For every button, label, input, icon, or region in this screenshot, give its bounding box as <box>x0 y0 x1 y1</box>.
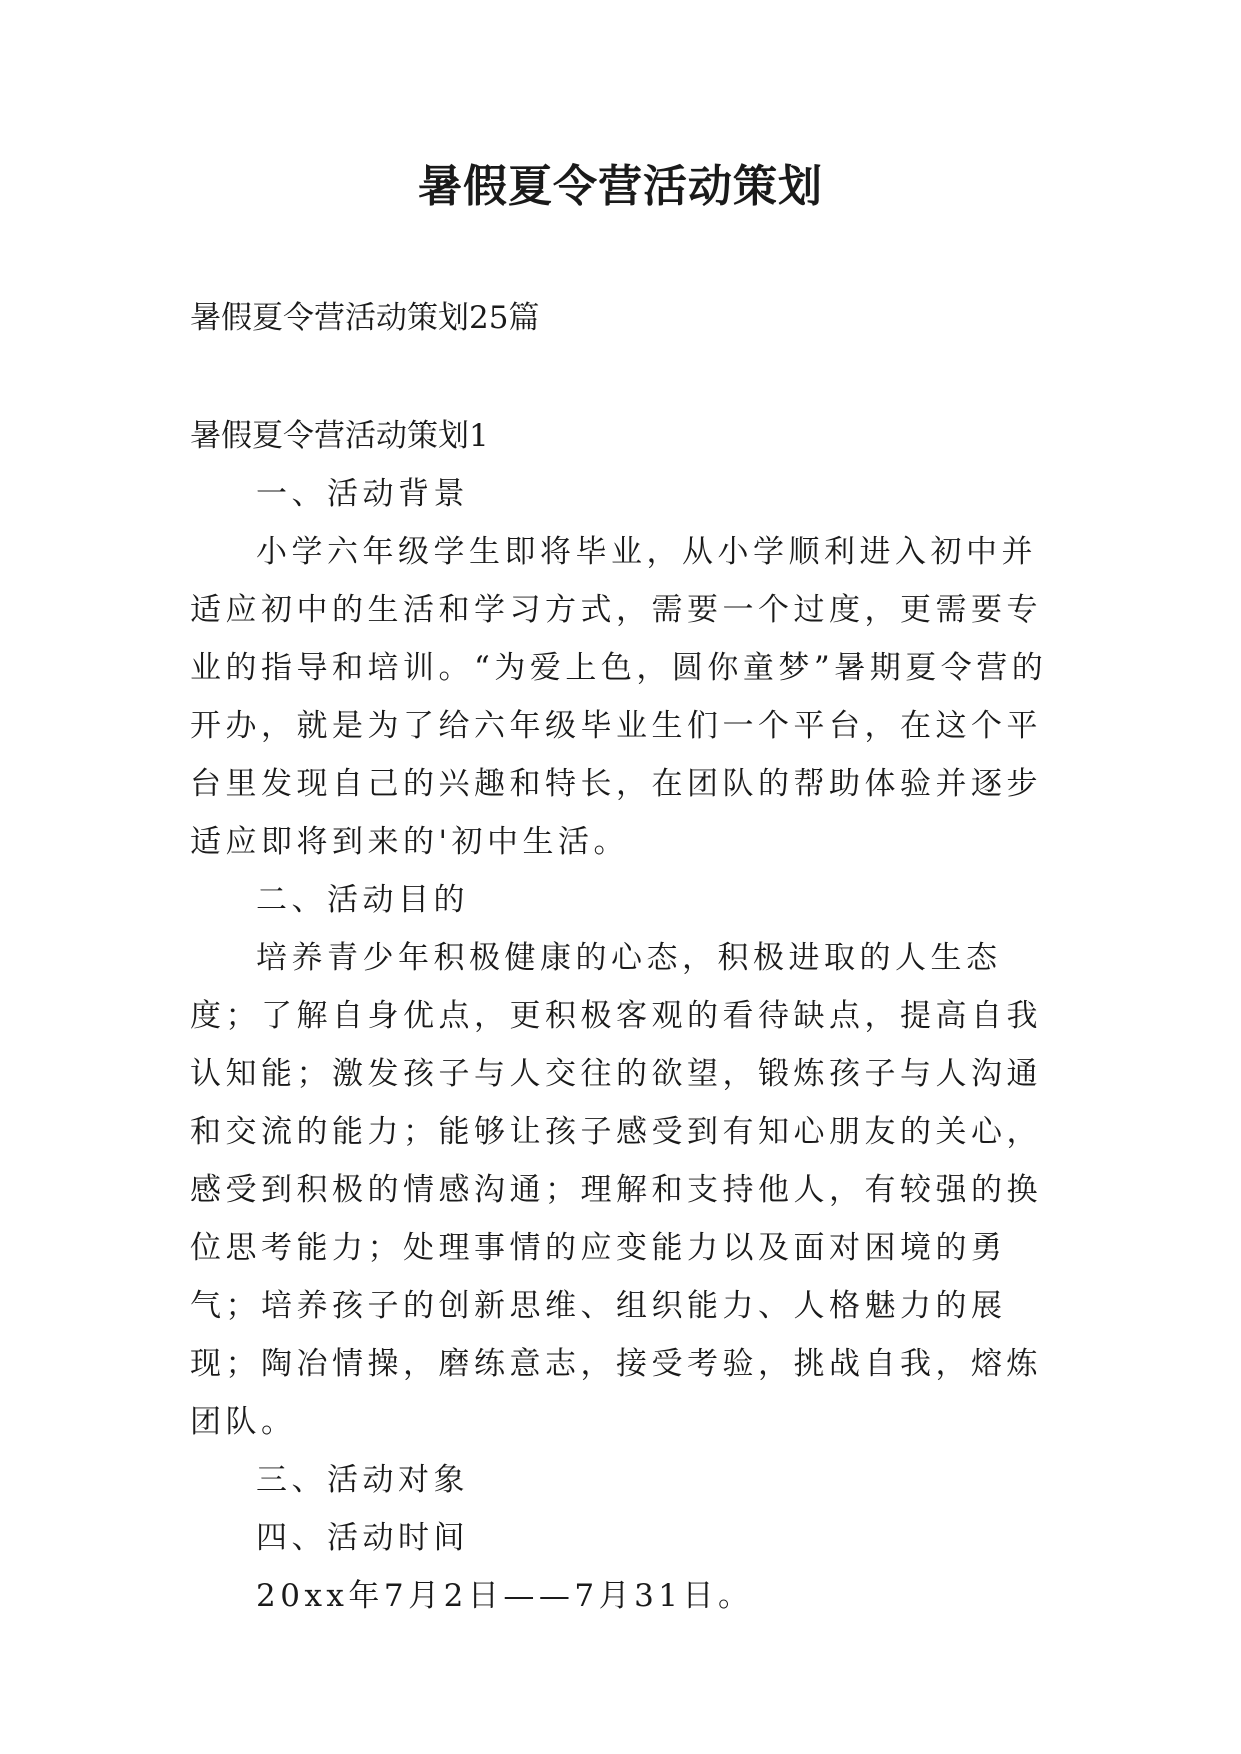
document-subtitle: 暑假夏令营活动策划25篇 <box>190 300 540 336</box>
heading-background: 一、活动背景 <box>256 476 469 512</box>
paragraph-background: 小学六年级学生即将毕业，从小学顺利进入初中并适应初中的生活和学习方式，需要一个过度，更需要专业的指导和培训。“为爱上色，圆你童梦”暑期夏令营的开办，就是为了给六年级毕业生们一个平台，在这个平台里发现自己的兴趣和特长，在团队的帮助体验并逐步适应即将到来的'初中生活。 <box>190 534 1048 860</box>
heading-audience: 三、活动对象 <box>256 1462 469 1498</box>
paragraph-purpose: 培养青少年积极健康的心态，积极进取的人生态度；了解自身优点，更积极客观的看待缺点，提高自我认知能；激发孩子与人交往的欲望，锻炼孩子与人沟通和交流的能力；能够让孩子感受到有知心朋友的关心，感受到积极的情感沟通；理解和支持他人，有较强的换位思考能力；处理事情的应变能力以及面对困境的勇气；培养孩子的创新思维、组织能力、人格魅力的展现；陶冶情操，磨练意志，接受考验，挑战自我，熔炼团队。 <box>190 940 1042 1440</box>
heading-purpose: 二、活动目的 <box>256 882 469 918</box>
heading-time: 四、活动时间 <box>256 1520 469 1556</box>
section-title: 暑假夏令营活动策划1 <box>190 418 489 454</box>
document-body <box>190 465 1050 1625</box>
document-title: 暑假夏令营活动策划 <box>418 161 823 212</box>
paragraph-time: 20xx年7月2日——7月31日。 <box>256 1578 754 1614</box>
